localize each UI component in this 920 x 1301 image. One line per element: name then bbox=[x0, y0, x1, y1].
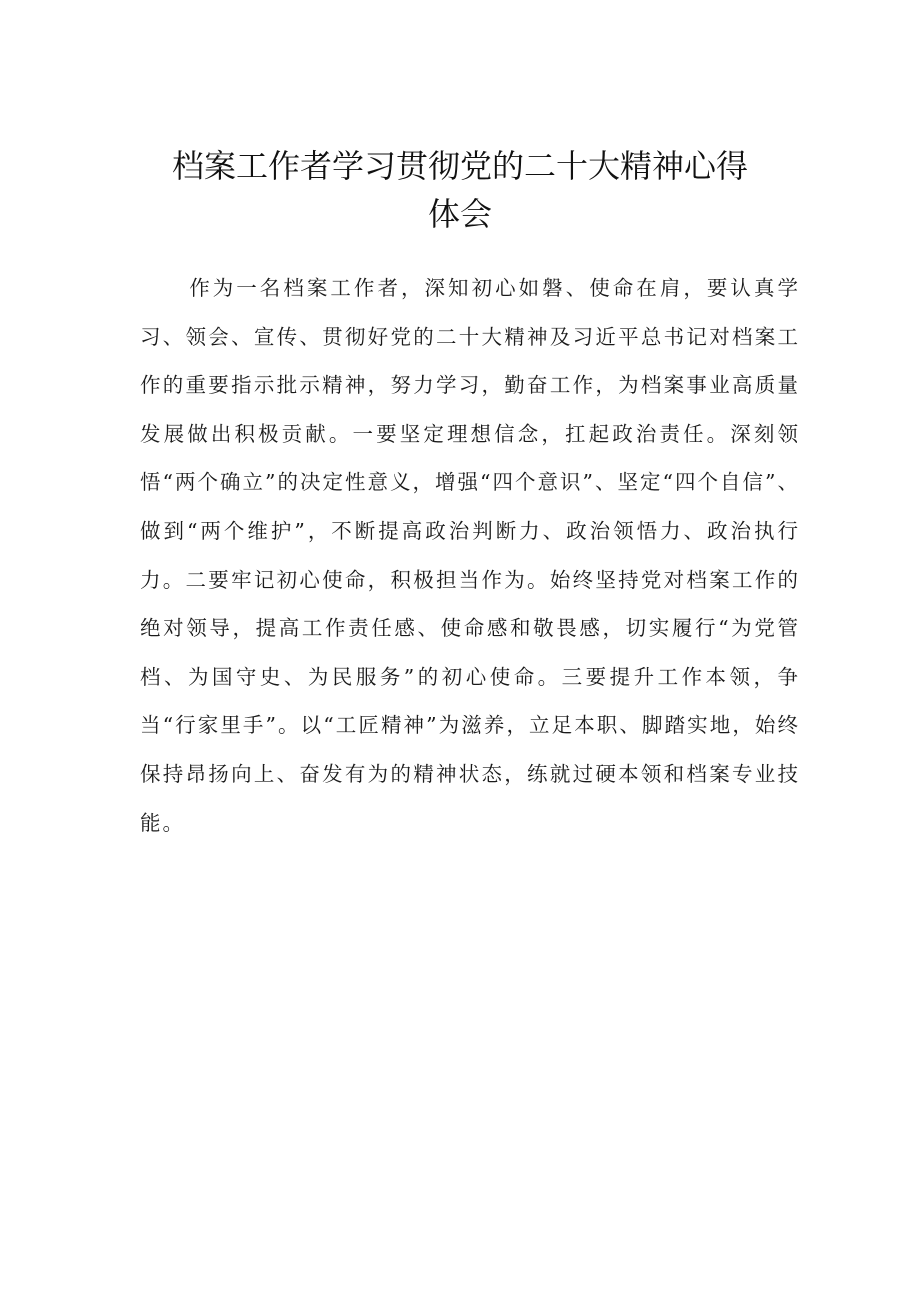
title-line-2: 体会 bbox=[427, 195, 492, 233]
body-paragraph: 作为一名档案工作者，深知初心如磐、使命在肩，要认真学习、领会、宣传、贯彻好党的二十大精神及习近平总书记对档案工作的重要指示批示精神，努力学习，勤奋工作，为档案事业高质量发展做出积极贡献。一要坚定理想信念，扛起政治责任。深刻领悟“两个确立”的决定性意义，增强“四个意识”、坚定“四个自信”、做到“两个维护”，不断提高政治判断力、政治领悟力、政治执行力。二要牢记初心使命，积极担当作为。始终坚持党对档案工作的绝对领导，提高工作责任感、使命感和敬畏感，切实履行“为党管档、为国守史、为民服务”的初心使命。三要提升工作本领，争当“行家里手”。以“工匠精神”为滋养，立足本职、脚踏实地，始终保持昂扬向上、奋发有为的精神状态，练就过硬本领和档案专业技能。 bbox=[140, 276, 800, 835]
title-line-1: 档案工作者学习贯彻党的二十大精神心得 bbox=[171, 147, 748, 185]
document-title bbox=[120, 142, 800, 238]
